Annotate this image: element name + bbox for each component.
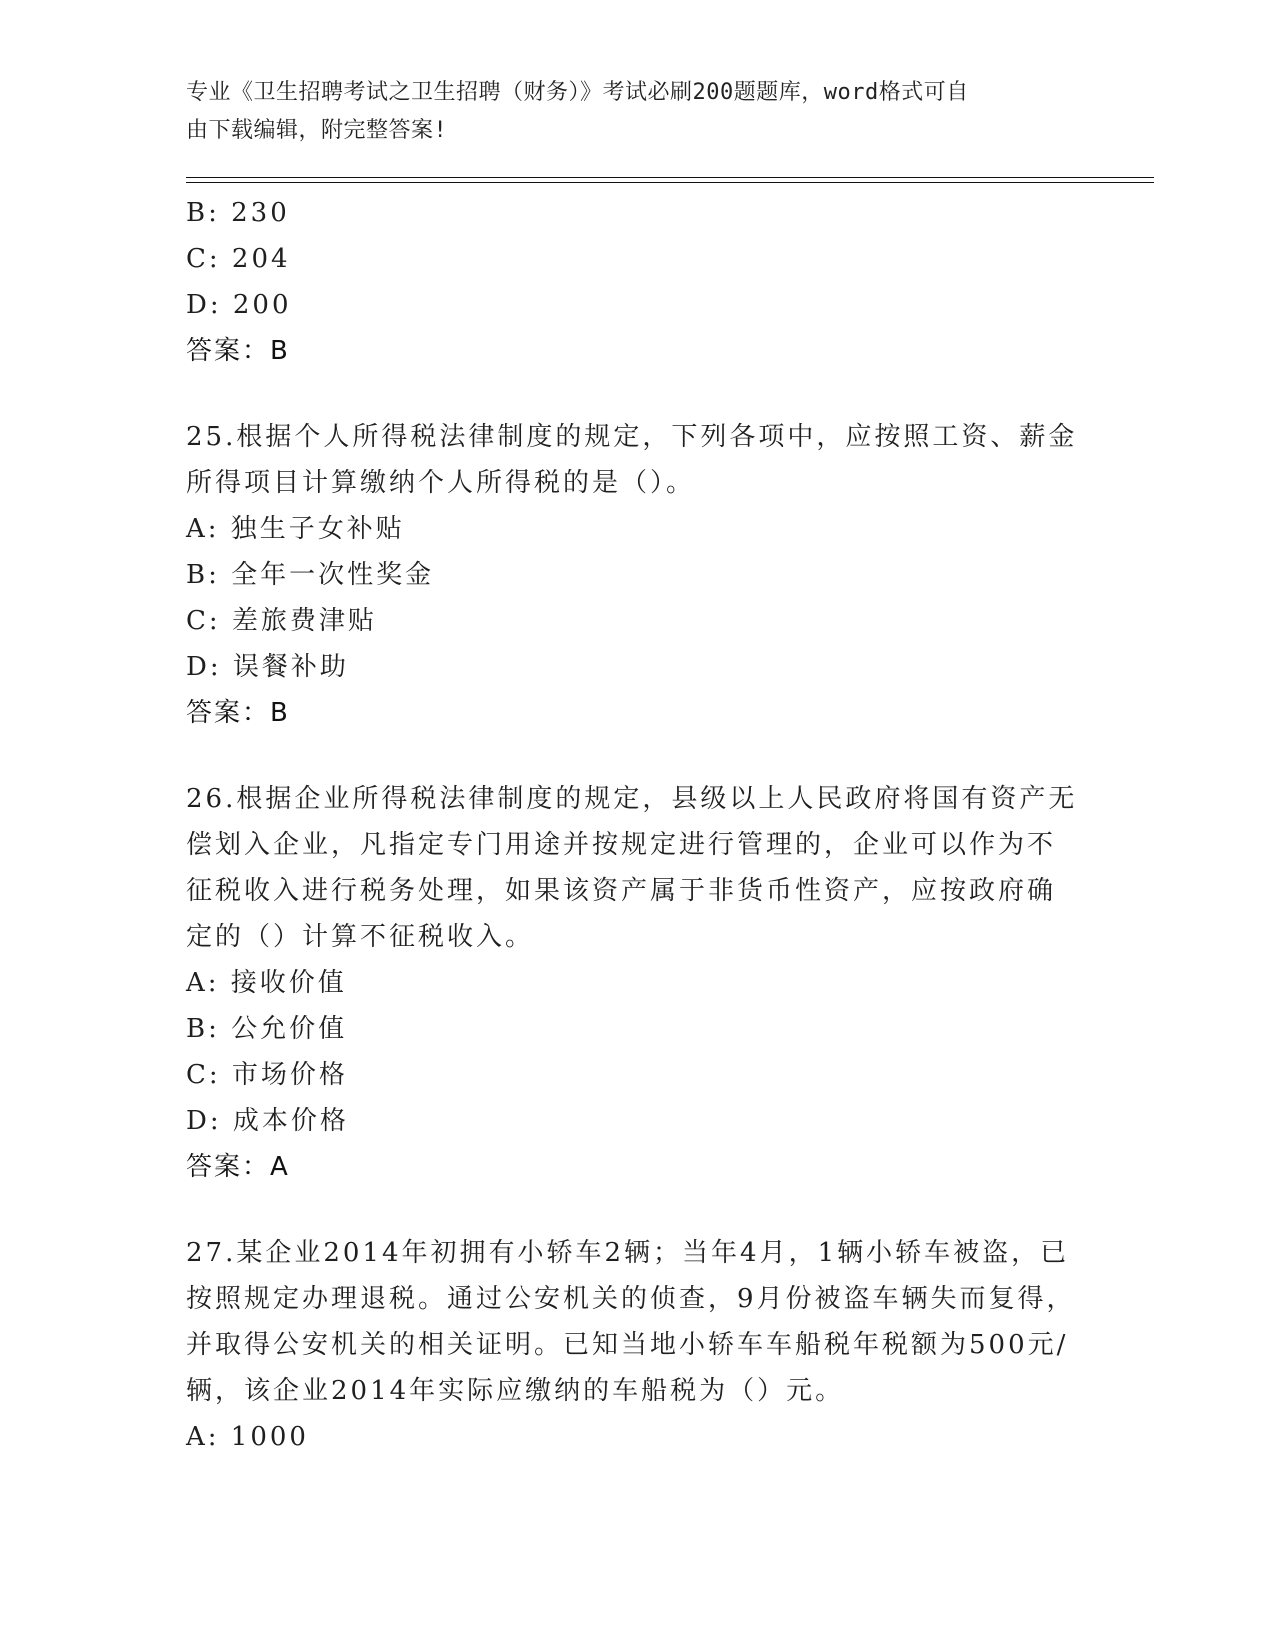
answer: 答案：B xyxy=(186,698,290,728)
header-line-1: 专业《卫生招聘考试之卫生招聘（财务）》考试必刷200题题库，word格式可自 xyxy=(186,80,969,105)
option-d: D: 成本价格 xyxy=(186,1106,349,1136)
stem-line: 辆，该企业2014年实际应缴纳的车船税为（）元。 xyxy=(186,1376,845,1406)
option-b: B: 230 xyxy=(186,198,290,228)
header-rule-bottom xyxy=(186,182,1154,183)
stem-line: 26.根据企业所得税法律制度的规定，县级以上人民政府将国有资产无 xyxy=(186,784,1078,814)
option-b: B: 全年一次性奖金 xyxy=(186,560,435,590)
option-d: D: 200 xyxy=(186,290,292,320)
stem-line: 定的（）计算不征税收入。 xyxy=(186,922,535,952)
question-list xyxy=(186,190,1086,1460)
header-line-2: 由下载编辑，附完整答案! xyxy=(186,118,448,143)
stem-line: 征税收入进行税务处理，如果该资产属于非货币性资产，应按政府确 xyxy=(186,876,1057,906)
question-27 xyxy=(186,1230,1086,1460)
option-c: C: 市场价格 xyxy=(186,1060,348,1090)
option-b: B: 公允价值 xyxy=(186,1014,348,1044)
option-d: D: 误餐补助 xyxy=(186,652,349,682)
stem-line: 偿划入企业，凡指定专门用途并按规定进行管理的，企业可以作为不 xyxy=(186,830,1057,860)
option-c: C: 204 xyxy=(186,244,291,274)
question-stem xyxy=(186,776,1086,960)
option-c: C: 差旅费津贴 xyxy=(186,606,377,636)
question-stem xyxy=(186,1230,1086,1414)
document-header xyxy=(186,74,1066,150)
header-rule-top xyxy=(186,177,1154,178)
answer: 答案：B xyxy=(186,336,290,366)
option-a: A: 1000 xyxy=(186,1422,309,1452)
question-26 xyxy=(186,776,1086,1190)
stem-line: 25.根据个人所得税法律制度的规定，下列各项中，应按照工资、薪金 xyxy=(186,422,1078,452)
question-25 xyxy=(186,414,1086,736)
option-a: A: 接收价值 xyxy=(186,968,347,998)
option-a: A: 独生子女补贴 xyxy=(186,514,405,544)
question-stem xyxy=(186,414,1086,506)
question-24 xyxy=(186,190,1086,374)
stem-line: 按照规定办理退税。通过公安机关的侦查，9月份被盗车辆失而复得， xyxy=(186,1284,1076,1314)
answer: 答案：A xyxy=(186,1152,290,1182)
stem-line: 并取得公安机关的相关证明。已知当地小轿车车船税年税额为500元/ xyxy=(186,1330,1069,1360)
stem-line: 所得项目计算缴纳个人所得税的是（）。 xyxy=(186,468,696,498)
stem-line: 27.某企业2014年初拥有小轿车2辆；当年4月，1辆小轿车被盗，已 xyxy=(186,1238,1070,1268)
